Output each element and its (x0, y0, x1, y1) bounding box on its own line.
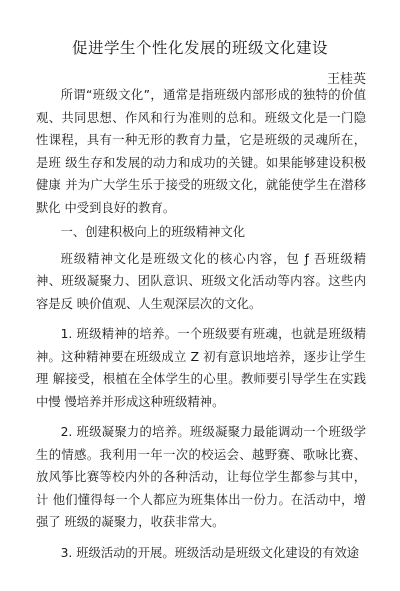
document-title: 促进学生个性化发展的班级文化建设 (71, 39, 328, 57)
paragraph-item-2: 2. 班级凝聚力的培养。班级凝聚力最能调动一个班级学 生的情感。我利用一年一次的校运会、越野赛、歌咏比赛、 放风筝比赛等校内外的各种活动，让每位学生都参与其中，计 他们懂得每一个人都应为班集体出一份力。在活动中，增强了 班级的凝聚力，收获非常大。 (36, 425, 366, 529)
paragraph-item-3: 3. 班级活动的开展。班级活动是班级文化建设的有效途 (60, 545, 360, 560)
paragraph-spirit-culture: 班级精神文化是班级文化的核心内容，包 ƒ 吾班级精神、班级凝聚力、团队意识、班级文化活动等内容。这些内容是反 映价值观、人生观深层次的文化。 (36, 251, 366, 311)
paragraph-intro: 所谓“班级文化”，通常是指班级内部形成的独特的价值 观、共同思想、作风和行为准则的总和。班级文化是一门隐 性课程，具有一种无形的教育力量，它是班级的灵魂所在，是班 级生存和发展的动力和成功的关键。如果能够建设积极健康 并为广大学生乐于接受的班级文化，就能使学生在潜移默化 中受到良好的教育。 (36, 88, 366, 215)
paragraph-item-1: 1. 班级精神的培养。一个班级要有班魂，也就是班级精 神。这种精神要在班级成立 Z 初有意识地培养，逐步让学生理 解接受，根植在全体学生的心里。教师要引导学生在实践中慢 慢培养并形成这种班级精神。 (36, 327, 366, 409)
author-name: 王桂英 (326, 72, 366, 87)
document-body (36, 84, 366, 564)
section-heading: 一、创建积极向上的班级精神文化 (60, 225, 246, 239)
